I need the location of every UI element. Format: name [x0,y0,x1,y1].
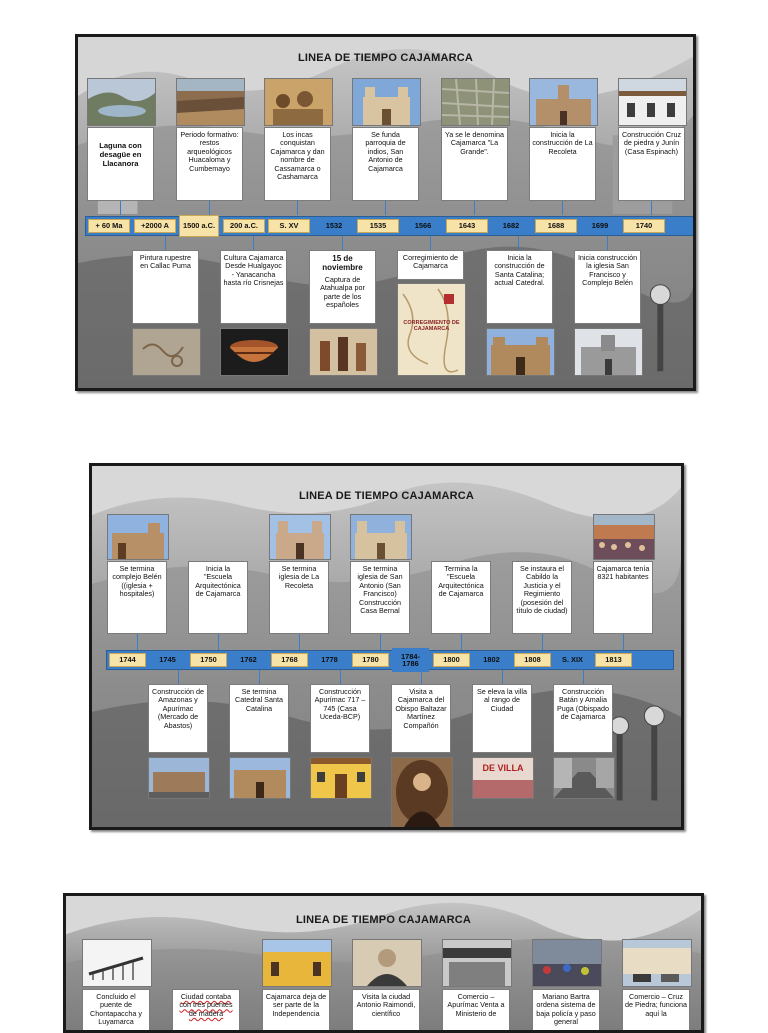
casa-uceda-photo [310,757,372,799]
timeline-date: 1778 [311,653,348,667]
timeline-date: 1744 [109,653,146,667]
event-box [309,250,376,324]
panel-title: LINEA DE TIEMPO CAJAMARCA [298,490,475,502]
shop-facade-photo [442,939,512,987]
event-box: Se instaura el Cabildo la Justicia y el Regimiento (posesión del título de ciudad) [512,561,572,634]
panel-title: LINEA DE TIEMPO CAJAMARCA [295,914,472,926]
event-box: Se eleva la villa al rango de Ciudad [472,684,532,753]
event-box: Ya se le denomina Cajamarca "La Grande". [441,127,508,201]
event-box: Comercio – Apurímac Venta a Ministerio de [442,989,510,1033]
aerial-photo [441,78,510,126]
recoleta-photo-2 [269,514,331,560]
event-box: Se termina iglesia de San Antonio (San Francisco) Construcción Casa Bernal [350,561,410,634]
street-photo [553,757,615,799]
event-box: Cajamarca tenía 8321 habitantes [593,561,653,634]
timeline-date: 1762 [230,653,267,667]
timeline-date: 200 a.C. [223,219,265,233]
timeline-date: 1643 [446,219,488,233]
timeline-panel-2 [89,463,684,830]
timeline-date: +2000 A [134,219,176,233]
event-box: Cajamarca deja de ser parte de la Independencia [262,989,330,1033]
timeline-date: 1780 [352,653,389,667]
san-antonio-photo [350,514,412,560]
timeline-date: 1802 [473,653,510,667]
bishop-portrait [391,757,453,828]
event-box: Construcción Apurímac 717 – 745 (Casa Uceda-BCP) [310,684,370,753]
ceramic-bowl-photo [220,328,289,376]
map-document [397,283,466,376]
event-box: Inicia la construcción de La Recoleta [529,127,596,201]
raimondi-portrait [352,939,422,987]
event-box: Se termina iglesia de La Recoleta [269,561,329,634]
yellow-house-photo [262,939,332,987]
recoleta-photo [529,78,598,126]
timeline-date: 1688 [535,219,577,233]
laguna-photo [87,78,156,126]
event-date-emphasis: 15 de noviembre [322,254,363,273]
timeline-date: 1745 [149,653,186,667]
event-box: Construcción Batán y Amalia Puga (Obispado de Cajamarca [553,684,613,753]
event-box: Inicia la "Escuela Arquitectónica de Cajamarca [188,561,248,634]
timeline-panel-1 [75,34,696,391]
incas-painting [264,78,333,126]
timeline-date: 1768 [271,653,308,667]
event-box: Mariano Bartra ordena sistema de baja policía y paso general [532,989,600,1033]
sign-caption: DE VILLA [482,763,524,773]
ruins-photo [176,78,245,126]
church-photo [352,78,421,126]
event-box: Inicia construcción la iglesia San Francisco y Complejo Belén [574,250,641,324]
event-box: Corregimiento de Cajamarca [397,250,464,280]
timeline-date: 1750 [190,653,227,667]
timeline-date: 1800 [433,653,470,667]
timeline-date: S. XIX [554,653,591,667]
event-box: Comercio – Cruz de Piedra; funciona aquí la [622,989,690,1033]
parade-photo [532,939,602,987]
capture-painting [309,328,378,376]
timeline-date: + 60 Ma [88,219,130,233]
event-box: Se funda parroquia de indios, San Antonio de Cajamarca [352,127,419,201]
event-box [172,989,240,1033]
timeline-date: 1784-1786 [392,648,429,672]
timeline-date: 1813 [595,653,632,667]
event-box: Visita a Cajamarca del Obispo Baltazar Martínez Compañón [391,684,451,753]
panel-title: LINEA DE TIEMPO CAJAMARCA [297,52,474,64]
colonial-house-photo [618,78,687,126]
event-box: Concluido el puente de Chontapaccha y Luyamarca [82,989,150,1033]
timeline-date: 1535 [357,219,399,233]
map-caption: CORREGIMIENTO DE CAJAMARCA [403,320,460,332]
event-box: Inicia la construcción de Santa Catalina; actual Catedral. [486,250,553,324]
market-photo [148,757,210,799]
bridge-drawing [82,939,152,987]
belen-photo [107,514,169,560]
timeline-date: 1566 [402,219,444,233]
event-text: Captura de Atahualpa por parte de los españoles [320,274,365,310]
catedral-photo [229,757,291,799]
event-box: Pintura rupestre en Callac Puma [132,250,199,324]
event-box: Laguna con desagüe en Llacanora [87,127,154,201]
de-villa-sign [472,757,534,799]
timeline-panel-3 [63,893,704,1033]
event-box: Visita la ciudad Antonio Raimondi, científico [352,989,420,1033]
cathedral-photo [486,328,555,376]
timeline-date: 1532 [313,219,355,233]
timeline-date: 1808 [514,653,551,667]
timeline-date: 1699 [579,219,621,233]
event-box: Construcción Cruz de piedra y Junín (Casa Espinach) [618,127,685,201]
event-box: Cultura Cajamarca Desde Hualgayoc - Yanacancha hasta río Crisnejas [220,250,287,324]
timeline-date: 1500 a.C. [179,215,219,237]
crowd-photo [593,514,655,560]
event-text: Ciudad contaba con tres puentes de madera [179,992,233,1018]
event-box: Termina la "Escuela Arquitectónica de Cajamarca [431,561,491,634]
event-box: Se termina Catedral Santa Catalina [229,684,289,753]
rock-art-photo [132,328,201,376]
timeline-date: 1682 [490,219,532,233]
event-box: Construcción de Amazonas y Apurímac (Mercado de Abastos) [148,684,208,753]
street-cars-photo [622,939,692,987]
event-box: Se termina complejo Belén ((iglesia + hospitales) [107,561,167,634]
timeline-date: 1740 [623,219,665,233]
timeline-date: S. XV [268,219,310,233]
event-box: Periodo formativo: restos arqueológicos Huacaloma y Cumbemayo [176,127,243,201]
event-box: Los incas conquistan Cajamarca y dan nombre de Cassamarca o Cashamarca [264,127,331,201]
san-francisco-photo [574,328,643,376]
